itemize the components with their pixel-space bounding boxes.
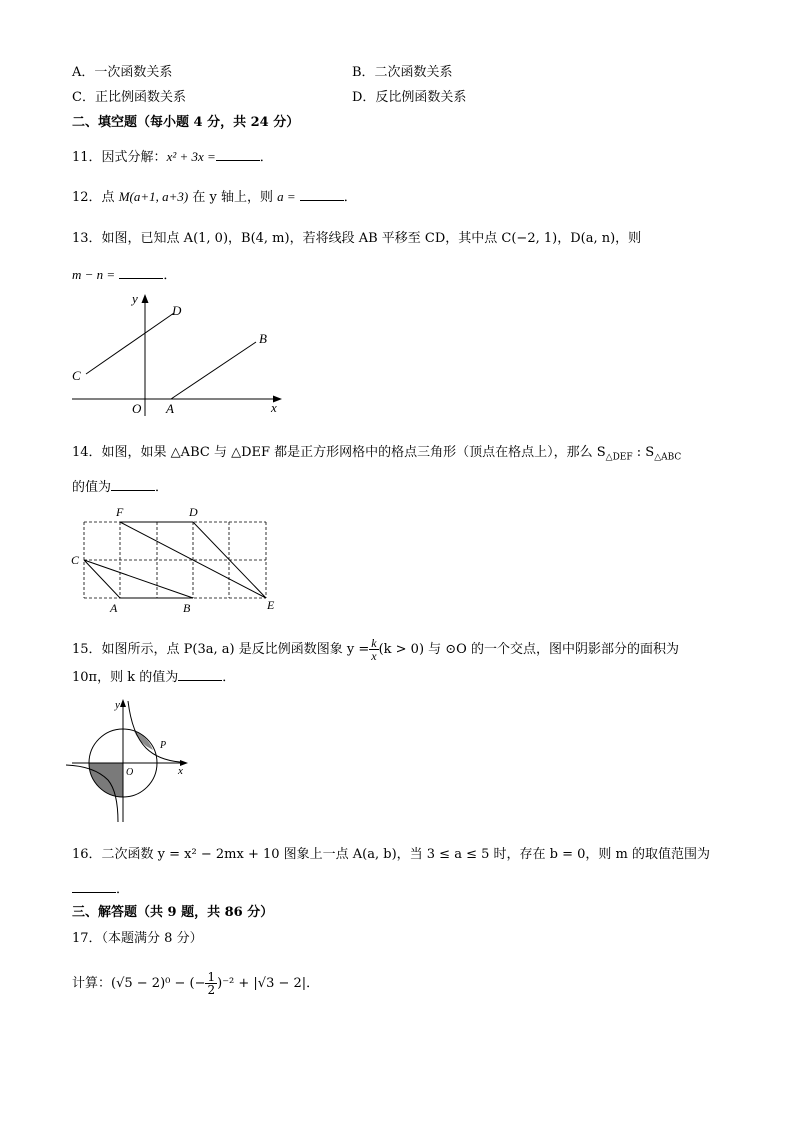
q16-end: ． — [116, 882, 130, 897]
q13-label-o: O — [132, 401, 142, 416]
q15-label-p: P — [160, 740, 167, 751]
option-c: C．正比例函数关系 — [72, 90, 186, 105]
q13-label-d: D — [172, 303, 182, 318]
q13-label-y: y — [132, 291, 138, 306]
q12-expression: M(a+1, a+3) — [118, 189, 189, 204]
q13-segment-ab — [171, 342, 256, 399]
q11-number: 11． — [72, 150, 102, 165]
q13-label-c: C — [72, 368, 81, 383]
q15-number: 15． — [72, 642, 102, 657]
question-11 — [72, 148, 273, 167]
q13-y-axis-arrow — [142, 294, 149, 303]
q14-text: 如图，如果 △ABC 与 △DEF 都是正方形网格中的格点三角形（顶点在格点上），那么 S — [101, 445, 606, 460]
q17-fraction — [205, 971, 217, 996]
option-b: B．二次函数关系 — [352, 65, 453, 80]
q12-number: 12． — [72, 190, 102, 205]
q16-number: 16． — [72, 847, 102, 862]
question-15-line-1 — [72, 636, 679, 664]
q13-text: 如图，已知点 A(1, 0)，B(4, m)，若将线段 AB 平移至 CD，其中点 C(−2, 1)，D(a, n)，则 — [101, 231, 642, 246]
question-16-line-2 — [72, 880, 129, 899]
q17-prefix: 计算： — [72, 976, 112, 991]
q14-sub-abc: △ABC — [654, 452, 682, 463]
option-a: A．一次函数关系 — [72, 65, 173, 80]
q14-sub-def: △DEF — [605, 452, 633, 463]
q14-text-2: 的值为 — [72, 480, 112, 495]
section-2-heading: 二、填空题（每小题 4 分，共 24 分） — [72, 115, 300, 130]
q15-text-a: 如图所示，点 P(3a, a) 是反比例函数图象 y = — [101, 642, 370, 657]
q17-fraction-denominator: 2 — [207, 983, 216, 997]
q14-ratio: : S — [632, 445, 655, 460]
q11-text: 因式分解： — [101, 150, 167, 165]
question-13-line-2 — [72, 266, 176, 285]
q15-figure — [66, 694, 196, 826]
question-14-line-1 — [72, 444, 681, 467]
q15-label-x: x — [178, 765, 183, 777]
q11-end: ． — [259, 150, 273, 165]
q14-label-f: F — [116, 505, 124, 519]
q14-label-c: C — [71, 553, 80, 567]
option-d: D．反比例函数关系 — [352, 90, 467, 105]
q12-expression-2: a = — [277, 189, 296, 204]
q15-end: ． — [222, 670, 236, 685]
q13-segment-cd — [86, 313, 174, 374]
q11-answer-blank[interactable] — [216, 148, 260, 161]
q12-text-b: 在 y 轴上，则 — [188, 190, 278, 205]
q14-number: 14． — [72, 445, 102, 460]
q15-y-axis-arrow — [120, 699, 126, 707]
q16-answer-blank[interactable] — [72, 880, 116, 893]
section-3-heading: 三、解答题（共 9 题，共 86 分） — [72, 905, 274, 920]
q17-expression-part-1: (√5 − 2)⁰ − (− — [111, 976, 206, 991]
q16-text: 二次函数 y = x² − 2mx + 10 图象上一点 A(a, b)，当 3 ≤ a ≤ 5 时，存在 b = 0，则 m 的取值范围为 — [101, 847, 710, 862]
q12-answer-blank[interactable] — [300, 188, 344, 201]
q14-figure — [66, 502, 286, 618]
q14-label-e: E — [267, 598, 275, 612]
q13-label-b: B — [259, 331, 267, 346]
q14-answer-blank[interactable] — [111, 478, 155, 491]
q15-hyperbola-branch-1 — [128, 701, 180, 762]
question-15-line-2 — [72, 668, 235, 687]
q12-end: ． — [343, 190, 357, 205]
q13-answer-blank[interactable] — [119, 266, 163, 279]
question-13-line-1 — [72, 230, 641, 248]
q14-label-d: D — [189, 505, 198, 519]
q15-text-2: 10π，则 k 的值为 — [72, 670, 179, 685]
q12-text-a: 点 — [101, 190, 119, 205]
q14-end: ． — [155, 480, 169, 495]
q13-label-a: A — [166, 401, 174, 416]
q15-fraction-numerator: k — [371, 636, 377, 650]
q15-text-b: (k > 0) 与 ⊙O 的一个交点，图中阴影部分的面积为 — [378, 642, 679, 657]
q15-fraction — [369, 637, 378, 662]
q13-expression: m − n = — [72, 267, 116, 282]
q15-answer-blank[interactable] — [178, 668, 222, 681]
q17-note: （本题满分 8 分） — [101, 931, 203, 946]
q14-label-a: A — [110, 601, 118, 615]
q17-number: 17． — [72, 931, 102, 946]
q13-end: ． — [163, 268, 177, 283]
q17-expression-part-2: )⁻² + |√3 − 2|． — [217, 976, 320, 991]
question-14-line-2 — [72, 478, 168, 497]
q14-label-b: B — [183, 601, 191, 615]
q17-fraction-numerator: 1 — [207, 970, 216, 984]
q13-figure — [60, 288, 290, 423]
question-12 — [72, 188, 357, 207]
question-17-body — [72, 966, 319, 1002]
q15-label-o: O — [126, 767, 134, 778]
q15-fraction-denominator: x — [371, 649, 377, 663]
question-16-line-1 — [72, 846, 710, 864]
question-17-header — [72, 930, 203, 948]
q13-number: 13． — [72, 231, 102, 246]
q15-label-y: y — [115, 699, 120, 711]
q14-grid — [84, 522, 266, 598]
q11-expression: x² + 3x = — [166, 149, 216, 164]
q13-label-x: x — [271, 400, 277, 415]
q14-triangle-abc — [84, 560, 193, 598]
